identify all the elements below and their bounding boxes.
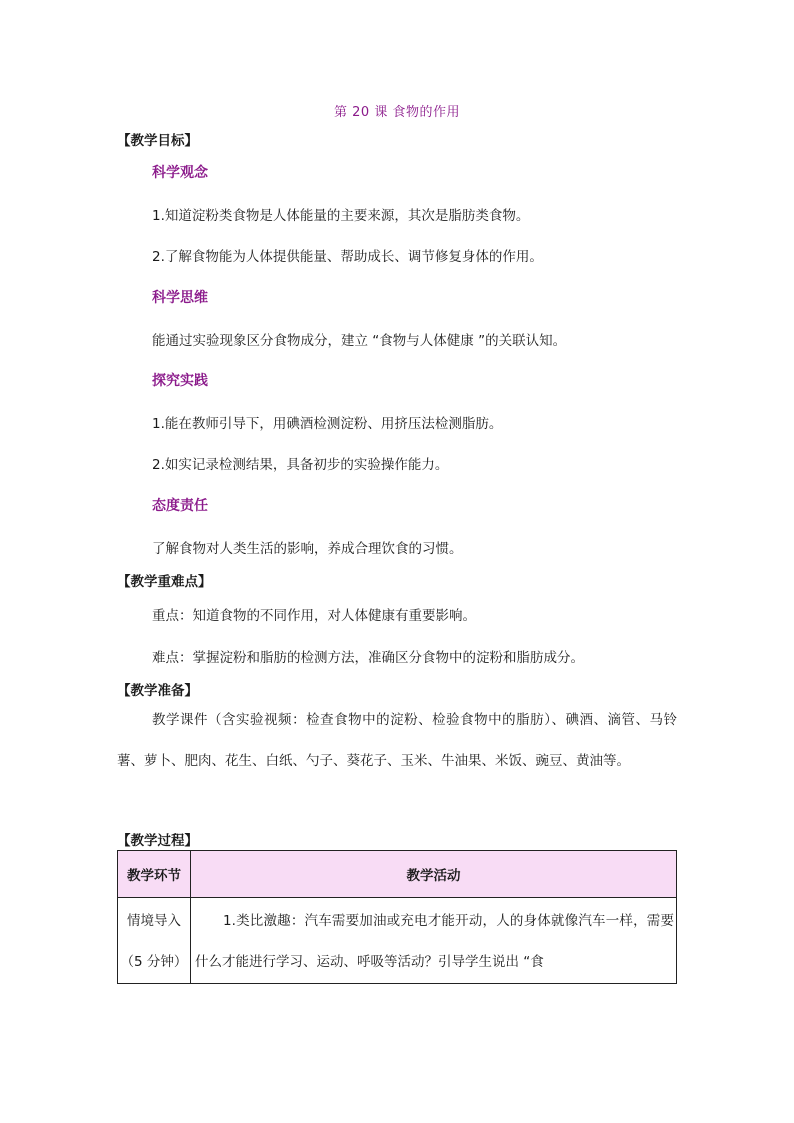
focus-text: 重点：知道食物的不同作用，对人体健康有重要影响。 xyxy=(152,608,476,624)
science-concept-heading: 科学观念 xyxy=(152,165,208,181)
key-points-heading: 【教学重难点】 xyxy=(117,574,212,590)
stage-duration: （5 分钟） xyxy=(120,954,188,970)
attitude-heading: 态度责任 xyxy=(152,498,208,514)
header-stage: 教学环节 xyxy=(118,851,191,898)
stage-cell xyxy=(118,898,191,984)
activity-cell xyxy=(191,898,677,984)
goals-heading: 【教学目标】 xyxy=(117,133,198,149)
inquiry-item-1: 1.能在教师引导下，用碘酒检测淀粉、用挤压法检测脂肪。 xyxy=(152,416,503,432)
preparation-text: 教学课件（含实验视频：检查食物中的淀粉、检验食物中的脂肪）、碘酒、滴管、马铃薯、萝卜、肥肉、花生、白纸、勺子、葵花子、玉米、牛油果、米饭、豌豆、黄油等。 xyxy=(117,712,677,769)
inquiry-heading: 探究实践 xyxy=(152,373,208,389)
process-table xyxy=(117,850,677,984)
preparation-heading: 【教学准备】 xyxy=(117,683,198,699)
science-thinking-text: 能通过实验现象区分食物成分，建立 “食物与人体健康 ”的关联认知。 xyxy=(152,333,567,349)
stage-name: 情境导入 xyxy=(127,913,181,929)
attitude-text: 了解食物对人类生活的影响，养成合理饮食的习惯。 xyxy=(152,541,463,557)
activity-text: 1.类比激趣：汽车需要加油或充电才能开动，人的身体就像汽车一样，需要什么才能进行学习、运动、呼吸等活动？引导学生说出 “食 xyxy=(195,913,674,970)
science-concept-item-2: 2.了解食物能为人体提供能量、帮助成长、调节修复身体的作用。 xyxy=(152,249,543,265)
science-thinking-heading: 科学思维 xyxy=(152,290,208,306)
lesson-title: 第 20 课 食物的作用 xyxy=(334,105,460,120)
inquiry-item-2: 2.如实记录检测结果，具备初步的实验操作能力。 xyxy=(152,457,449,473)
process-heading: 【教学过程】 xyxy=(117,833,198,849)
science-concept-item-1: 1.知道淀粉类食物是人体能量的主要来源，其次是脂肪类食物。 xyxy=(152,208,530,224)
header-activity: 教学活动 xyxy=(191,851,677,898)
table-row xyxy=(118,898,677,984)
difficulty-text: 难点：掌握淀粉和脂肪的检测方法，准确区分食物中的淀粉和脂肪成分。 xyxy=(152,650,584,666)
table-header-row xyxy=(118,851,677,898)
